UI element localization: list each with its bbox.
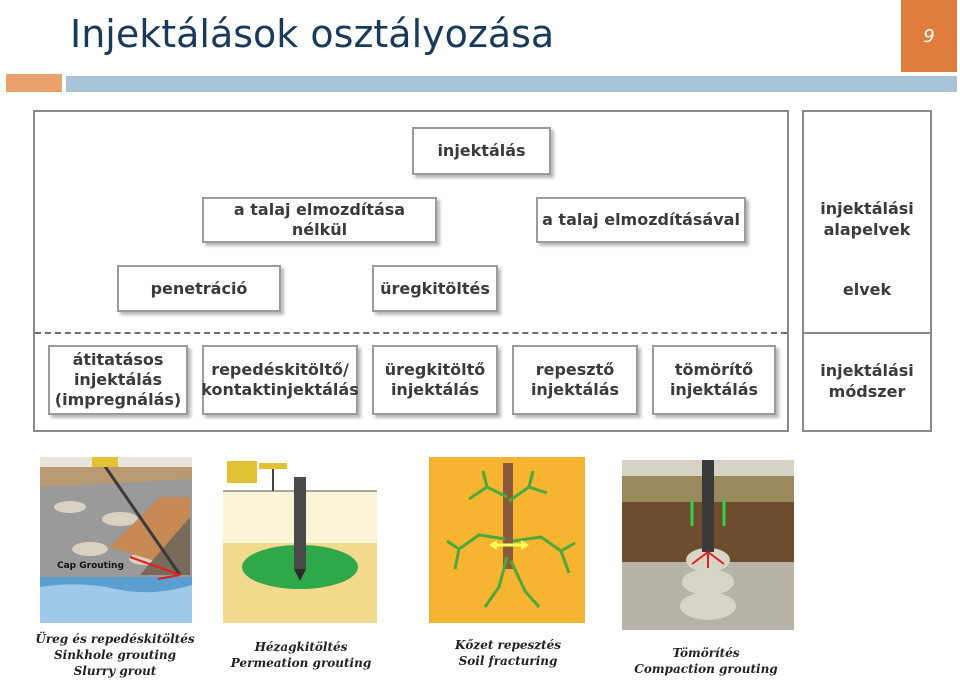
caption-line: Permeation grouting bbox=[230, 656, 372, 670]
caption-line: Hézagkitöltés bbox=[254, 640, 348, 654]
legend-line: módszer bbox=[828, 382, 906, 401]
caption-fracturing bbox=[413, 637, 603, 669]
caption-line: Slurry grout bbox=[73, 664, 157, 678]
caption-line: Sinkhole grouting bbox=[53, 648, 177, 662]
header-accent-bar bbox=[6, 74, 62, 92]
method-fracturing bbox=[512, 345, 638, 415]
method-line: repedéskitöltő/ bbox=[211, 360, 349, 379]
illustration-soil-fracturing bbox=[429, 457, 585, 623]
caption-sinkhole bbox=[20, 631, 210, 679]
method-compaction bbox=[652, 345, 776, 415]
header-rule-bar bbox=[66, 76, 957, 92]
caption-line: Tömörítés bbox=[672, 646, 740, 660]
legend-line: injektálási bbox=[820, 199, 914, 218]
node-with-displacement: a talaj elmozdításával bbox=[536, 197, 746, 243]
caption-line: Kőzet repesztés bbox=[454, 638, 562, 652]
method-line: tömörítő bbox=[674, 360, 754, 379]
legend-divider bbox=[803, 332, 931, 334]
caption-line: Compaction grouting bbox=[634, 662, 778, 676]
method-line: kontaktinjektálás bbox=[201, 380, 359, 399]
legend-rules: elvek bbox=[842, 279, 892, 299]
method-line: injektálás bbox=[530, 380, 620, 399]
page-number: 9 bbox=[901, 0, 957, 72]
node-penetration: penetráció bbox=[117, 265, 281, 312]
caption-line: Üreg és repedéskitöltés bbox=[35, 632, 195, 646]
method-line: átitatásos bbox=[72, 350, 164, 369]
caption-compaction bbox=[611, 645, 801, 677]
legend-principles bbox=[804, 196, 930, 242]
method-line: injektálás bbox=[390, 380, 480, 399]
caption-line: Soil fracturing bbox=[458, 654, 558, 668]
method-line: (impregnálás) bbox=[54, 390, 182, 409]
dashed-separator bbox=[35, 332, 787, 334]
method-line: injektálás bbox=[669, 380, 759, 399]
illustration-sinkhole-grouting bbox=[40, 457, 192, 623]
method-line: repesztő bbox=[535, 360, 615, 379]
method-impregnation bbox=[48, 345, 188, 415]
illustration-permeation-grouting bbox=[223, 457, 377, 623]
figure-label-cap-grouting: Cap Grouting bbox=[57, 561, 124, 571]
node-cavity-filling: üregkitöltés bbox=[372, 265, 498, 312]
node-without-displacement: a talaj elmozdítása nélkül bbox=[202, 197, 437, 243]
method-crack-filling bbox=[202, 345, 358, 415]
method-cavity-filling bbox=[372, 345, 498, 415]
page-title: Injektálások osztályozása bbox=[70, 12, 555, 56]
illustration-compaction-grouting bbox=[622, 460, 794, 630]
node-injektalas: injektálás bbox=[412, 127, 551, 175]
method-line: injektálás bbox=[73, 370, 163, 389]
legend-line: injektálási bbox=[820, 361, 914, 380]
legend-method bbox=[804, 358, 930, 404]
caption-permeation bbox=[206, 639, 396, 671]
legend-line: alapelvek bbox=[823, 220, 911, 239]
method-line: üregkitöltő bbox=[384, 360, 486, 379]
